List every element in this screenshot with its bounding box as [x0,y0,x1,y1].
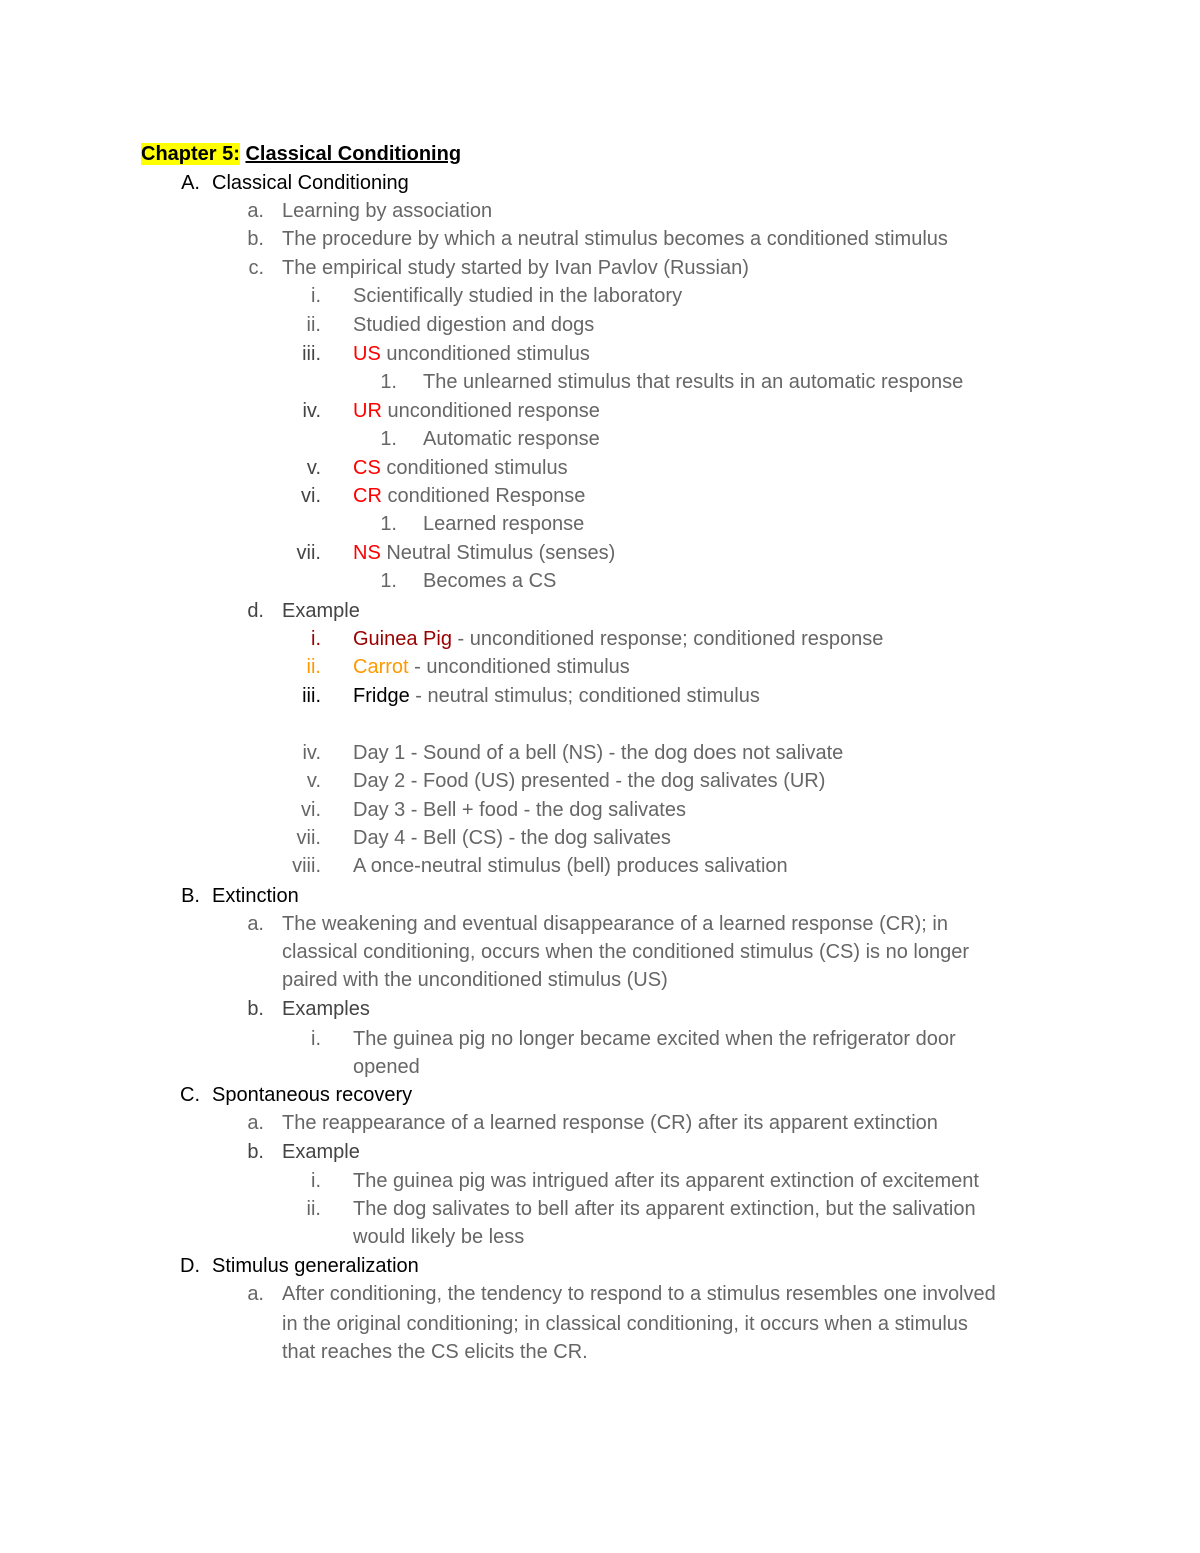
outline-A-d-v: v. Day 2 - Food (US) presented - the dog salivates (UR) [306,770,826,792]
outline-A-d-iii: iii. Fridge - neutral stimulus; conditioned stimulus [302,685,760,707]
outline-B-a-line3: paired with the unconditioned stimulus (US) [282,969,668,991]
key-carrot: Carrot [353,656,409,678]
outline-A-d-i: i. Guinea Pig - unconditioned response; conditioned response [311,628,884,650]
chapter-prefix: Chapter 5: [141,143,240,165]
abbr-NS: NS [353,542,381,564]
outline-B: B. Extinction [181,885,299,907]
outline-C-b-i: i. The guinea pig was intrigued after its apparent extinction of excitement [311,1170,979,1192]
outline-C-b: b. Example [247,1141,360,1163]
key-guinea-pig: Guinea Pig [353,628,452,650]
outline-A-d-viii: viii. A once-neutral stimulus (bell) produces salivation [292,855,788,877]
outline-A-c-vi-1: 1. Learned response [380,513,585,535]
outline-A-c-iv: iv. UR unconditioned response [302,400,600,422]
chapter-heading [141,140,461,168]
abbr-CR: CR [353,485,382,507]
outline-C-b-ii-line2: would likely be less [353,1226,525,1248]
outline-A-c-iii-1: 1. The unlearned stimulus that results in an automatic response [380,371,964,393]
outline-A [181,169,409,197]
outline-C-b-ii: ii. The dog salivates to bell after its apparent extinction, but the salivation [306,1198,976,1220]
outline-A-c: c. The empirical study started by Ivan Pavlov (Russian) [248,257,749,279]
outline-D-a-line3: that reaches the CS elicits the CR. [282,1341,588,1363]
outline-A-c-v: v. CS conditioned stimulus [306,457,568,479]
outline-D: D. Stimulus generalization [180,1255,419,1277]
outline-A-c-ii: ii. Studied digestion and dogs [306,314,595,336]
outline-A-c-vi: vi. CR conditioned Response [301,485,586,507]
key-fridge: Fridge [353,685,410,707]
outline-A-c-i: i. Scientifically studied in the laboratory [311,285,683,307]
label-A: Classical Conditioning [212,172,409,194]
outline-A-d-ii: ii. Carrot - unconditioned stimulus [306,656,630,678]
outline-A-c-iii: iii. US unconditioned stimulus [302,343,590,365]
outline-A-c-vii-1: 1. Becomes a CS [380,570,557,592]
outline-A-c-iv-1: 1. Automatic response [380,428,600,450]
chapter-title: Classical Conditioning [245,143,462,165]
outline-B-a-line2: classical conditioning, occurs when the conditioned stimulus (CS) is no longer [282,941,970,963]
outline-B-b-i: i. The guinea pig no longer became excited when the refrigerator door [311,1028,956,1050]
outline-A-d-vi: vi. Day 3 - Bell + food - the dog salivates [301,799,686,821]
outline-B-b: b. Examples [247,998,370,1020]
outline-B-a: a. The weakening and eventual disappearance of a learned response (CR); in [247,913,948,935]
outline-A-d: d. Example [247,600,360,622]
outline-C: C. Spontaneous recovery [180,1084,413,1106]
outline-A-d-vii: vii. Day 4 - Bell (CS) - the dog salivates [296,827,671,849]
outline-A-d-iv: iv. Day 1 - Sound of a bell (NS) - the dog does not salivate [302,742,844,764]
outline-D-a: a. After conditioning, the tendency to respond to a stimulus resembles one involved [247,1283,996,1305]
outline-C-a: a. The reappearance of a learned response (CR) after its apparent extinction [247,1112,938,1134]
outline-A-a: a. Learning by association [247,200,493,222]
abbr-UR: UR [353,400,382,422]
outline-A-c-vii: vii. NS Neutral Stimulus (senses) [296,542,616,564]
abbr-CS: CS [353,457,381,479]
outline-B-b-i-line2: opened [353,1056,420,1078]
outline-D-a-line2: in the original conditioning; in classical conditioning, it occurs when a stimulus [282,1313,968,1335]
marker-A: A. [181,172,200,194]
outline-A-b: b. The procedure by which a neutral stimulus becomes a conditioned stimulus [247,228,948,250]
abbr-US: US [353,343,381,365]
